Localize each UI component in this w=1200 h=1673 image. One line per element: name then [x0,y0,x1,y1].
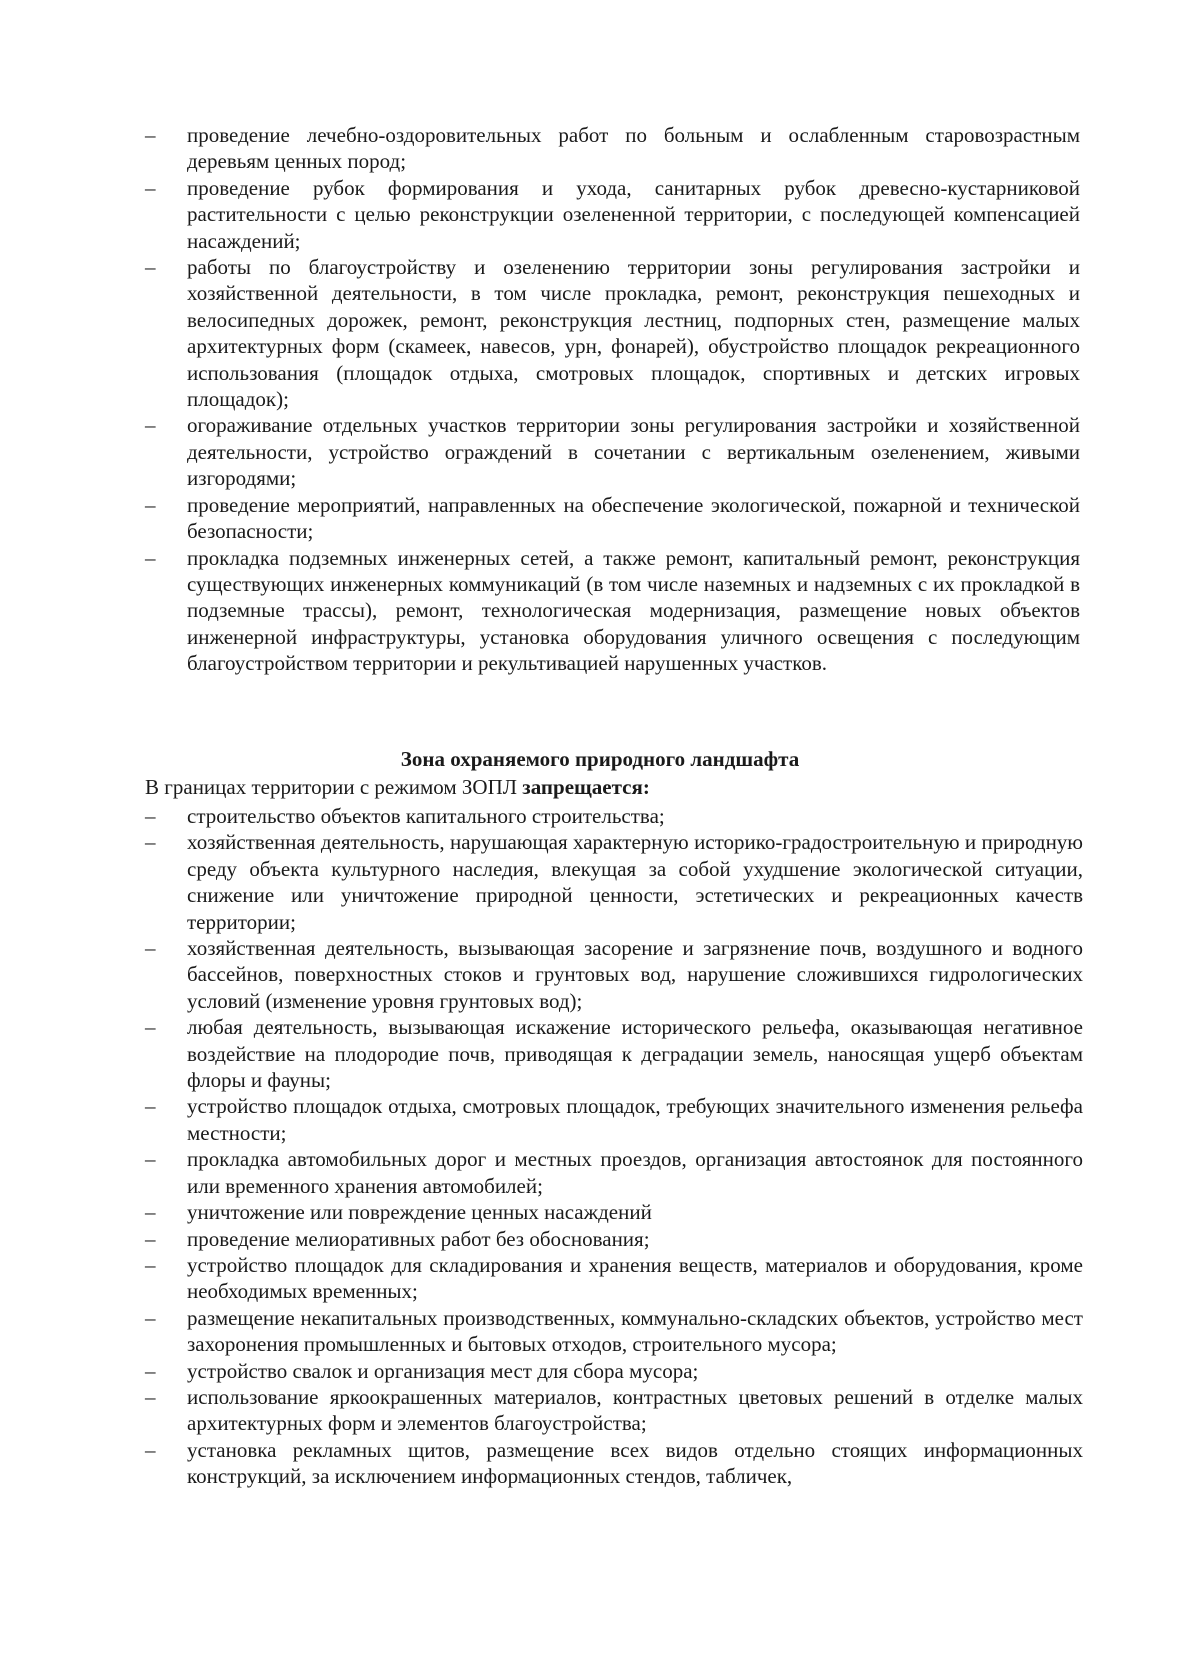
list-item [145,1014,1083,1093]
list-item-text: проведение мелиоративных работ без обоснования; [187,1226,650,1251]
dash-bullet: – [145,1200,156,1225]
list-item [145,803,1083,829]
dash-bullet: – [145,1147,156,1172]
list-item [145,1384,1083,1437]
list-item-text: уничтожение или повреждение ценных насаждений [187,1200,652,1225]
dash-bullet: – [145,1384,156,1409]
list-item-text: размещение некапитальных производственных, коммунально-складских объектов, устройство мест захоронения промышленных и бытовых отходов, строительного мусора; [187,1305,1083,1357]
list-item-text: строительство объектов капитального строительства; [187,804,665,828]
intro-emphasis: запрещается: [522,775,650,799]
list-item-text: проведение мероприятий, направленных на обеспечение экологической, пожарной и технической безопасности; [187,492,1080,544]
list-item [145,1093,1083,1146]
list-item-text: проведение лечебно-оздоровительных работ по больным и ослабленным старовозрастным деревьям ценных пород; [187,123,1080,174]
section-heading: Зона охраняемого природного ландшафта [400,747,800,771]
dash-bullet: – [145,804,156,828]
list-item-text: устройство площадок для складирования и хранения веществ, материалов и оборудования, кроме необходимых временных; [187,1252,1083,1304]
list-item [145,492,1080,545]
list-item-text: устройство площадок отдыха, смотровых площадок, требующих значительного изменения рельефа местности; [187,1094,1083,1145]
list-item [145,1146,1083,1199]
list-item [145,829,1083,935]
dash-bullet: – [145,1358,156,1383]
section-intro [145,774,1085,800]
list-item-text: использование яркоокрашенных материалов, контрастных цветовых решений в отделке малых архитектурных форм и элементов благоустройства; [187,1384,1083,1436]
intro-text: В границах территории с режимом ЗОПЛ [145,775,523,799]
list-item [145,1199,1083,1225]
list-item [145,935,1083,1014]
list-item-text: хозяйственная деятельность, вызывающая засорение и загрязнение почв, воздушного и водного бассейнов, поверхностных стоков и грунтовых вод, нарушение сложившихся гидрологических условий (изменение уровня грунтовых вод); [187,936,1083,1013]
dash-bullet: – [145,830,156,855]
dash-bullet: – [145,255,156,280]
list-item-text: работы по благоустройству и озеленению территории зоны регулирования застройки и хозяйственной деятельности, в том числе прокладка, ремонт, реконструкция пешеходных и велосипедных дорожек, ремонт, реконструкция лестниц, подпорных стен, размещение малых архитектурных форм (скамеек, навесов, урн, фонарей), обустройство площадок рекреационного использования (площадок отдыха, смотровых площадок, спортивных и детских игровых площадок); [187,255,1080,412]
dash-bullet: – [145,123,156,147]
dash-bullet: – [145,936,156,961]
list-item-text: прокладка автомобильных дорог и местных проездов, организация автостоянок для постоянного или временного хранения автомобилей; [187,1147,1083,1198]
list-item [145,175,1080,254]
dash-bullet: – [145,545,156,570]
prohibited-activities-list [145,803,1083,1490]
list-item-text: установка рекламных щитов, размещение всех видов отдельно стоящих информационных конструкций, за исключением информационных стендов, табличек, [187,1437,1083,1489]
list-item [145,1226,1083,1252]
list-item [145,254,1080,412]
dash-bullet: – [145,1252,156,1277]
list-item [145,412,1080,491]
list-item-text: любая деятельность, вызывающая искажение исторического рельефа, оказывающая негативное воздействие на плодородие почв, приводящая к деградации земель, наносящая ущерб объектам флоры и фауны; [187,1015,1083,1093]
dash-bullet: – [145,1305,156,1330]
dash-bullet: – [145,1094,156,1119]
list-item-text: прокладка подземных инженерных сетей, а также ремонт, капитальный ремонт, реконструкция существующих инженерных коммуникаций (в том числе наземных и надземных с их прокладкой в подземные трассы), ремонт, технологическая модернизация, размещение новых объектов инженерной инфраструктуры, установка оборудования уличного освещения с последующим благоустройством территории и рекультивацией нарушенных участков. [187,545,1080,676]
dash-bullet: – [145,492,156,517]
list-item-text: устройство свалок и организация мест для сбора мусора; [187,1358,699,1383]
dash-bullet: – [145,1437,156,1462]
list-item [145,122,1080,175]
list-item [145,1437,1083,1490]
list-item-text: огораживание отдельных участков территории зоны регулирования застройки и хозяйственной деятельности, устройство ограждений в сочетании с вертикальным озеленением, живыми изгородями; [187,413,1080,491]
dash-bullet: – [145,413,156,438]
dash-bullet: – [145,1015,156,1040]
list-item-text: проведение рубок формирования и ухода, санитарных рубок древесно-кустарниковой растительности с целью реконструкции озелененной территории, с последующей компенсацией насаждений; [187,175,1080,253]
list-item [145,1252,1083,1305]
dash-bullet: – [145,1226,156,1251]
list-item [145,1305,1083,1358]
list-item [145,1358,1083,1384]
permitted-works-list [145,122,1080,677]
list-item-text: хозяйственная деятельность, нарушающая характерную историко-градостроительную и природную среду объекта культурного наследия, влекущая за собой ухудшение экологической ситуации, снижение или уничтожение природной ценности, эстетических и рекреационных качеств территории; [187,830,1083,934]
dash-bullet: – [145,175,156,200]
list-item [145,545,1080,677]
